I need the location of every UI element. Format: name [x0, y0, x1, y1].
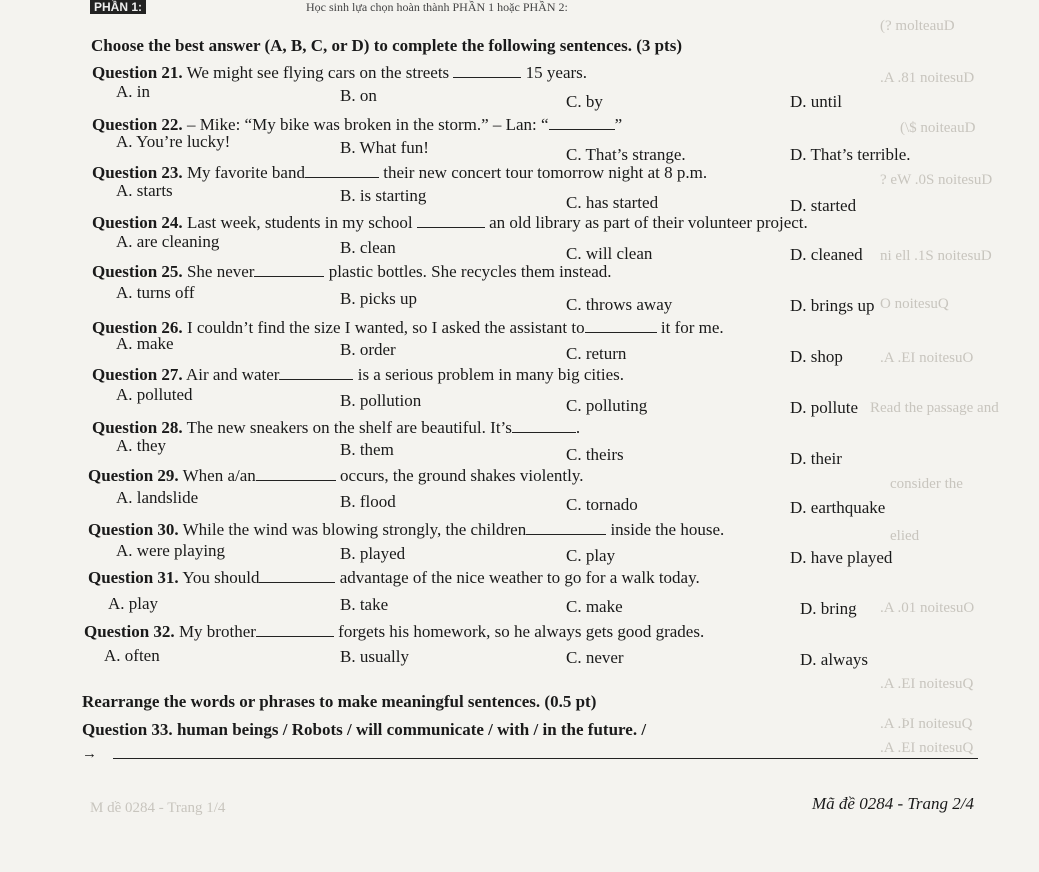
question-32: Question 32. My brother forgets his homework, so he always gets good grades.: [84, 622, 705, 641]
q21-option-a[interactable]: A. in: [116, 82, 150, 101]
question-27: Question 27. Air and water is a serious problem in many big cities.: [92, 365, 625, 384]
q30-option-a[interactable]: A. were playing: [116, 541, 226, 560]
q32-option-d[interactable]: D. always: [800, 650, 868, 669]
q32-option-c[interactable]: C. never: [566, 648, 624, 667]
header-note: Học sinh lựa chọn hoàn thành PHẦN 1 hoặc PHẦN 2:: [306, 0, 568, 14]
q25-option-d[interactable]: D. brings up: [790, 296, 875, 315]
q29-option-c[interactable]: C. tornado: [566, 495, 638, 514]
q22-option-c[interactable]: C. That’s strange.: [566, 145, 686, 164]
q27-option-d[interactable]: D. pollute: [790, 398, 858, 417]
q31-option-a[interactable]: A. play: [108, 594, 159, 613]
q28-option-a[interactable]: A. they: [116, 436, 167, 455]
answer-line[interactable]: [113, 758, 978, 759]
question-28: Question 28. The new sneakers on the shelf are beautiful. It’s .: [92, 418, 581, 437]
section1-instruction: Choose the best answer (A, B, C, or D) to complete the following sentences. (3 pts): [91, 36, 682, 55]
q26-option-b[interactable]: B. order: [340, 340, 396, 359]
q28-option-b[interactable]: B. them: [340, 440, 394, 459]
q29-option-a[interactable]: A. landslide: [116, 488, 199, 507]
q21-option-b[interactable]: B. on: [340, 86, 377, 105]
q26-option-a[interactable]: A. make: [116, 334, 174, 353]
q32-option-b[interactable]: B. usually: [340, 647, 409, 666]
q31-option-b[interactable]: B. take: [340, 595, 389, 614]
question-25: Question 25. She never plastic bottles. She recycles them instead.: [92, 262, 612, 281]
q21-option-d[interactable]: D. until: [790, 92, 842, 111]
question-26: Question 26. I couldn’t find the size I wanted, so I asked the assistant to it for me.: [92, 318, 724, 337]
question-21: Question 21. We might see flying cars on the streets 15 years.: [92, 63, 588, 82]
q23-option-b[interactable]: B. is starting: [340, 186, 427, 205]
q30-option-d[interactable]: D. have played: [790, 548, 893, 567]
q29-option-b[interactable]: B. flood: [340, 492, 396, 511]
q22-option-a[interactable]: A. You’re lucky!: [116, 132, 231, 151]
question-23: Question 23. My favorite band their new concert tour tomorrow night at 8 p.m.: [92, 163, 708, 182]
q28-option-c[interactable]: C. theirs: [566, 445, 624, 464]
q27-option-a[interactable]: A. polluted: [116, 385, 193, 404]
q21-option-c[interactable]: C. by: [566, 92, 603, 111]
q23-option-a[interactable]: A. starts: [116, 181, 173, 200]
part-label: PHẦN 1:: [90, 0, 146, 14]
q30-option-c[interactable]: C. play: [566, 546, 616, 565]
q24-option-b[interactable]: B. clean: [340, 238, 396, 257]
question-33: Question 33. human beings / Robots / will communicate / with / in the future. /: [82, 720, 647, 739]
question-29: Question 29. When a/an occurs, the ground shakes violently.: [88, 466, 584, 485]
q28-option-d[interactable]: D. their: [790, 449, 842, 468]
q23-option-c[interactable]: C. has started: [566, 193, 659, 212]
answer-arrow: →: [82, 746, 97, 762]
q24-option-a[interactable]: A. are cleaning: [116, 232, 220, 251]
q25-option-a[interactable]: A. turns off: [116, 283, 195, 302]
q24-option-d[interactable]: D. cleaned: [790, 245, 863, 264]
q26-option-c[interactable]: C. return: [566, 344, 627, 363]
q22-option-b[interactable]: B. What fun!: [340, 138, 429, 157]
q27-option-b[interactable]: B. pollution: [340, 391, 422, 410]
page-footer: Mã đề 0284 - Trang 2/4: [812, 794, 974, 813]
q25-option-c[interactable]: C. throws away: [566, 295, 673, 314]
question-24: Question 24. Last week, students in my school an old library as part of their volunteer project.: [92, 213, 808, 232]
q29-option-d[interactable]: D. earthquake: [790, 498, 886, 517]
q24-option-c[interactable]: C. will clean: [566, 244, 653, 263]
page-header: [90, 0, 568, 15]
q31-option-c[interactable]: C. make: [566, 597, 623, 616]
section2-instruction: Rearrange the words or phrases to make meaningful sentences. (0.5 pt): [82, 692, 597, 711]
q31-option-d[interactable]: D. bring: [800, 599, 857, 618]
q22-option-d[interactable]: D. That’s terrible.: [790, 145, 911, 164]
question-30: Question 30. While the wind was blowing strongly, the children inside the house.: [88, 520, 725, 539]
q23-option-d[interactable]: D. started: [790, 196, 857, 215]
q25-option-b[interactable]: B. picks up: [340, 289, 417, 308]
question-22: Question 22. – Mike: “My bike was broken in the storm.” – Lan: “ ”: [92, 115, 623, 134]
q27-option-c[interactable]: C. polluting: [566, 396, 648, 415]
q26-option-d[interactable]: D. shop: [790, 347, 843, 366]
q32-option-a[interactable]: A. often: [104, 646, 160, 665]
question-31: Question 31. You should advantage of the nice weather to go for a walk today.: [88, 568, 700, 587]
q30-option-b[interactable]: B. played: [340, 544, 406, 563]
